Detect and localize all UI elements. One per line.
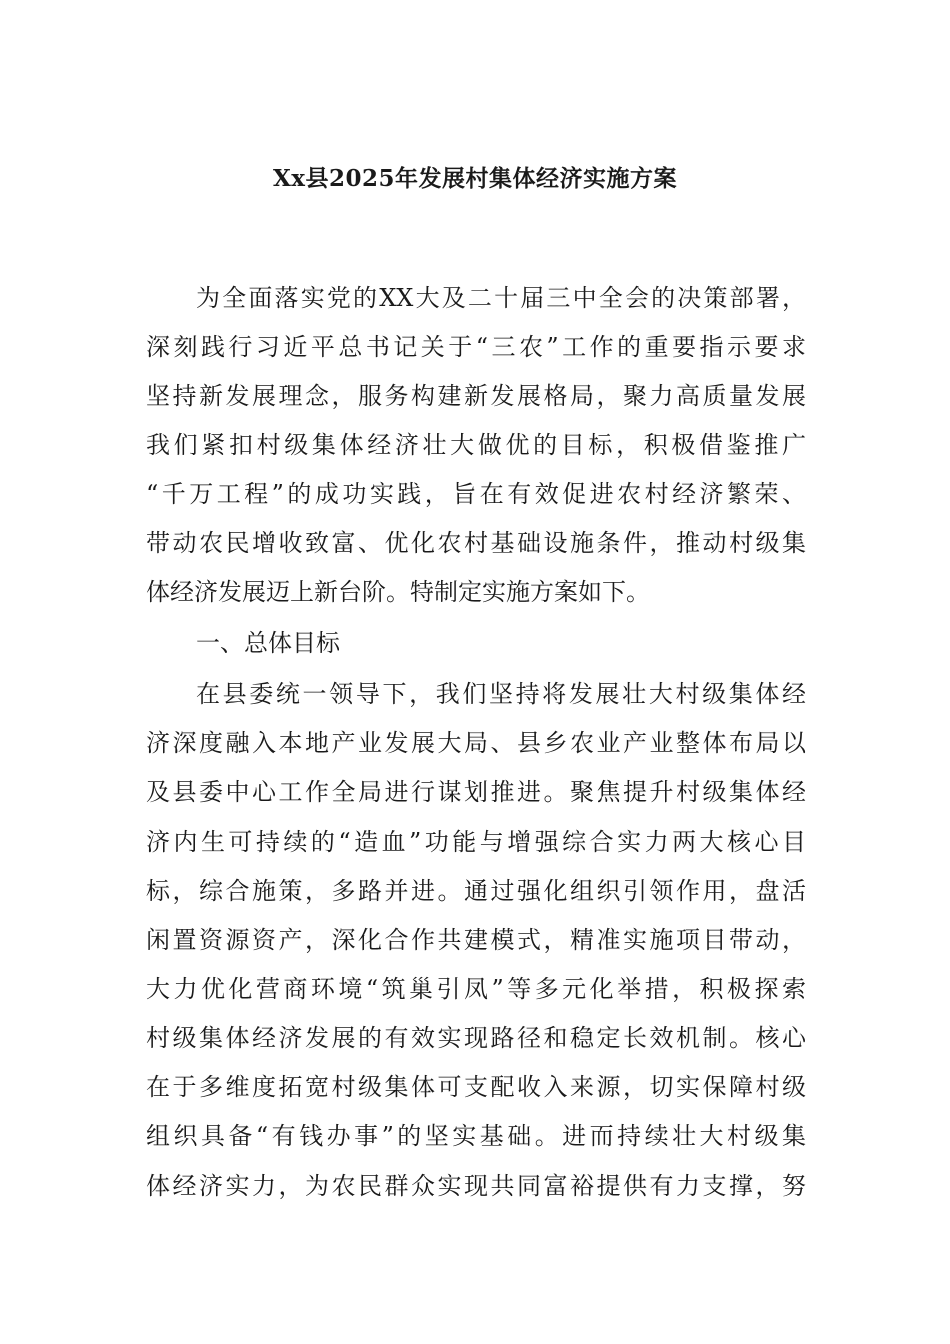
paragraph-line: 村级集体经济发展的有效实现路径和稳定长效机制。核心 [146,1024,806,1052]
section-heading: 一、总体目标 [196,629,340,657]
paragraph-line: 标，综合施策，多路并进。通过强化组织引领作用，盘活 [146,877,806,905]
paragraph-line: 在县委统一领导下，我们坚持将发展壮大村级集体经 [196,680,806,708]
paragraph-line: 体经济实力，为农民群众实现共同富裕提供有力支撑，努 [146,1172,806,1200]
paragraph-line: 带动农民增收致富、优化农村基础设施条件，推动村级集 [146,529,806,557]
paragraph-line: 在于多维度拓宽村级集体可支配收入来源，切实保障村级 [146,1073,806,1101]
paragraph-line: 我们紧扣村级集体经济壮大做优的目标，积极借鉴推广 [146,431,806,459]
paragraph-line: 闲置资源资产，深化合作共建模式，精准实施项目带动， [146,926,806,954]
paragraph-line: 组织具备“有钱办事”的坚实基础。进而持续壮大村级集 [146,1122,806,1150]
document-title: Xx县2025年发展村集体经济实施方案 [272,165,678,192]
paragraph-line: 体经济发展迈上新台阶。特制定实施方案如下。 [146,578,650,606]
paragraph-line: 坚持新发展理念，服务构建新发展格局，聚力高质量发展 [146,382,806,410]
paragraph-line: “千万工程”的成功实践，旨在有效促进农村经济繁荣、 [146,480,806,508]
paragraph-line: 大力优化营商环境“筑巢引凤”等多元化举措，积极探索 [146,975,806,1003]
paragraph-line: 及县委中心工作全局进行谋划推进。聚焦提升村级集体经 [146,778,806,806]
paragraph-line: 深刻践行习近平总书记关于“三农”工作的重要指示要求 [146,333,806,361]
paragraph-line: 济内生可持续的“造血”功能与增强综合实力两大核心目 [146,828,806,856]
paragraph-line: 为全面落实党的XX大及二十届三中全会的决策部署， [196,284,806,312]
paragraph-line: 济深度融入本地产业发展大局、县乡农业产业整体布局以 [146,729,806,757]
